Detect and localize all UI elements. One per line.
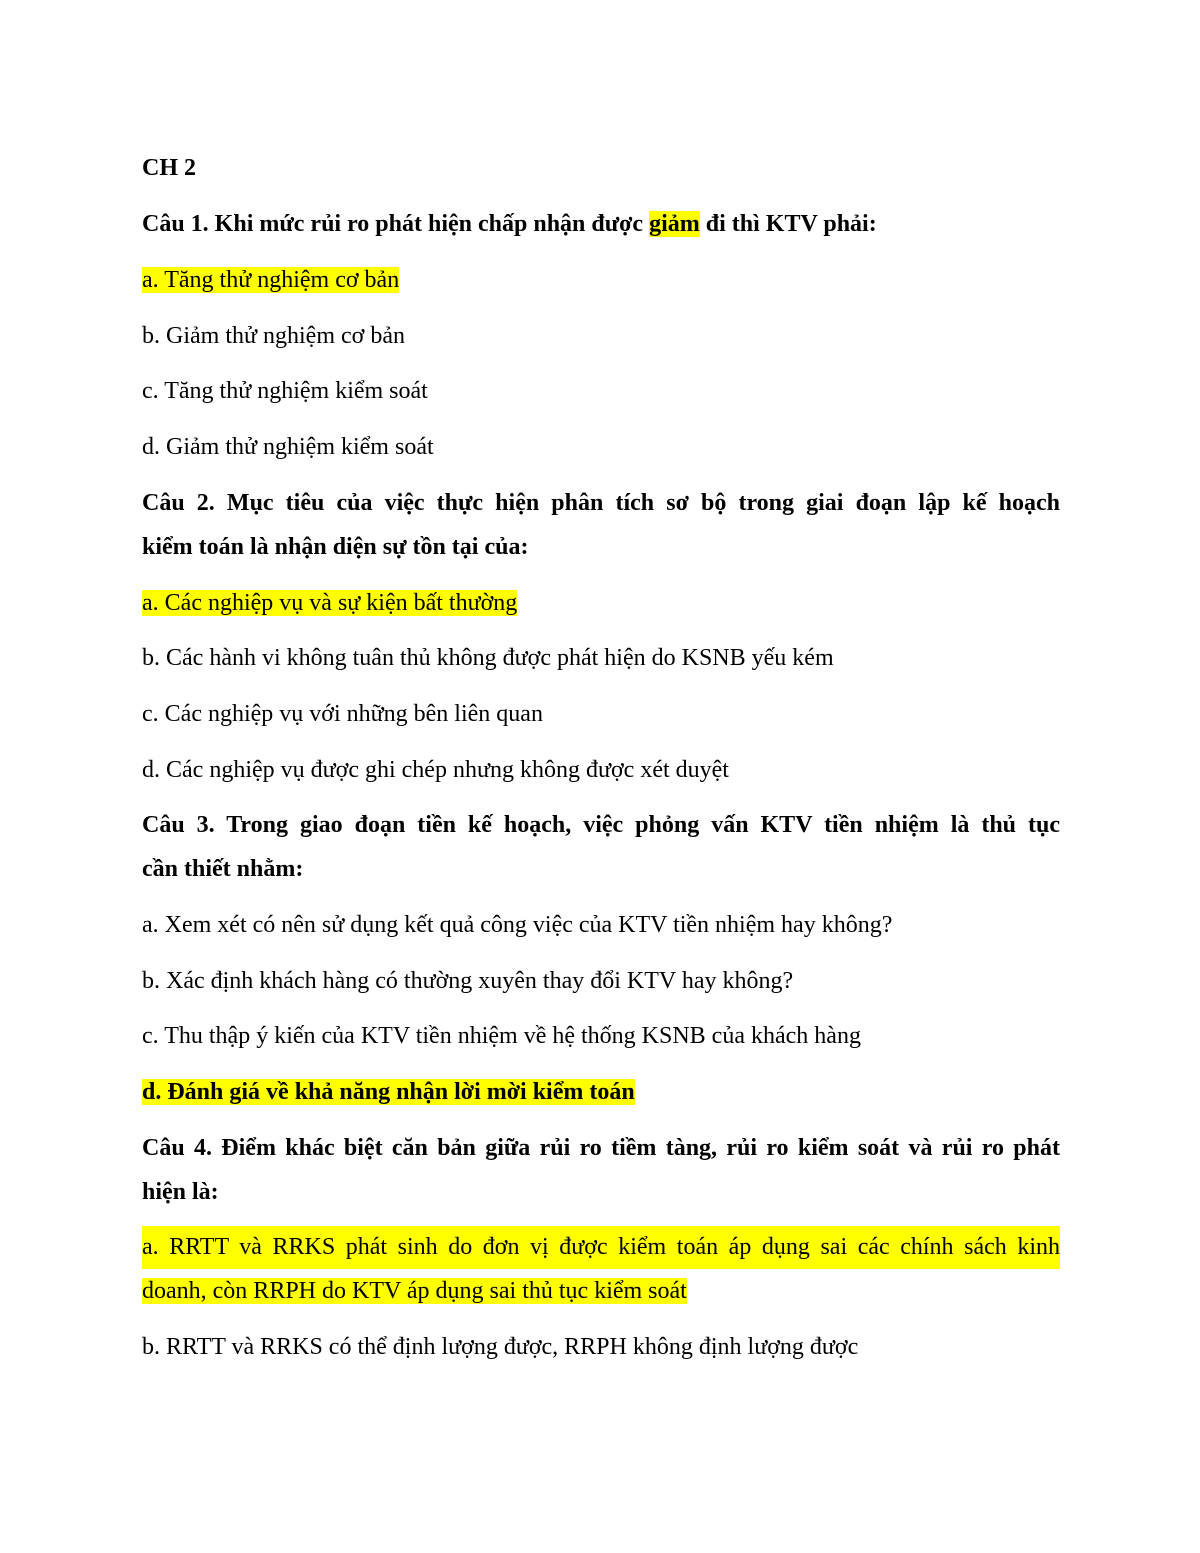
question-3-option-d-text: d. Đánh giá về khả năng nhận lời mời kiểm toán: [142, 1079, 635, 1105]
chapter-heading: CH 2: [142, 155, 196, 181]
question-1-option-c: c. Tăng thử nghiệm kiểm soát: [142, 378, 428, 404]
question-1: [142, 203, 1060, 246]
question-3-line-1: Câu 3. Trong giao đoạn tiền kế hoạch, việc phỏng vấn KTV tiền nhiệm là thủ tục: [142, 812, 1060, 838]
question-4-line-1: Câu 4. Điểm khác biệt căn bản giữa rủi ro tiềm tàng, rủi ro kiểm soát và rủi ro phát: [142, 1135, 1060, 1161]
question-2-line-2: kiểm toán là nhận diện sự tồn tại của:: [142, 534, 529, 560]
question-1-option-b: b. Giảm thử nghiệm cơ bản: [142, 323, 405, 349]
question-3-option-b: b. Xác định khách hàng có thường xuyên thay đổi KTV hay không?: [142, 968, 794, 994]
question-4-option-b: b. RRTT và RRKS có thể định lượng được, RRPH không định lượng được: [142, 1334, 859, 1360]
question-3-option-d: [142, 1071, 1060, 1114]
question-4-option-a-line-2: [142, 1270, 1060, 1313]
question-4-option-a-line-1: [142, 1226, 1060, 1269]
question-2-option-a: [142, 582, 1060, 625]
question-4-line-2: hiện là:: [142, 1179, 219, 1205]
question-3-option-c: c. Thu thập ý kiến của KTV tiền nhiệm về hệ thống KSNB của khách hàng: [142, 1023, 861, 1049]
question-4-option-a-line-2-text: doanh, còn RRPH do KTV áp dụng sai thủ tục kiểm soát: [142, 1278, 687, 1304]
question-1-option-a-text: a. Tăng thử nghiệm cơ bản: [142, 267, 400, 293]
question-1-option-d: d. Giảm thử nghiệm kiểm soát: [142, 434, 434, 460]
question-1-text-end: đi thì KTV phải:: [699, 211, 877, 237]
question-1-text-start: Câu 1. Khi mức rủi ro phát hiện chấp nhận được: [142, 211, 650, 237]
question-1-highlighted-word: giảm: [649, 211, 700, 237]
question-2-option-c: c. Các nghiệp vụ với những bên liên quan: [142, 701, 543, 727]
question-2-option-a-text: a. Các nghiệp vụ và sự kiện bất thường: [142, 590, 518, 616]
question-4-option-a-line-1-text: a. RRTT và RRKS phát sinh do đơn vị được kiểm toán áp dụng sai các chính sách kinh: [142, 1226, 1060, 1269]
question-3-line-2: cần thiết nhằm:: [142, 856, 304, 882]
question-1-option-a: [142, 259, 1060, 302]
question-2-option-d: d. Các nghiệp vụ được ghi chép nhưng không được xét duyệt: [142, 757, 729, 783]
question-3-option-a: a. Xem xét có nên sử dụng kết quả công việc của KTV tiền nhiệm hay không?: [142, 912, 893, 938]
question-2-line-1: Câu 2. Mục tiêu của việc thực hiện phân tích sơ bộ trong giai đoạn lập kế hoạch: [142, 490, 1060, 516]
question-2-option-b: b. Các hành vi không tuân thủ không được phát hiện do KSNB yếu kém: [142, 645, 834, 671]
